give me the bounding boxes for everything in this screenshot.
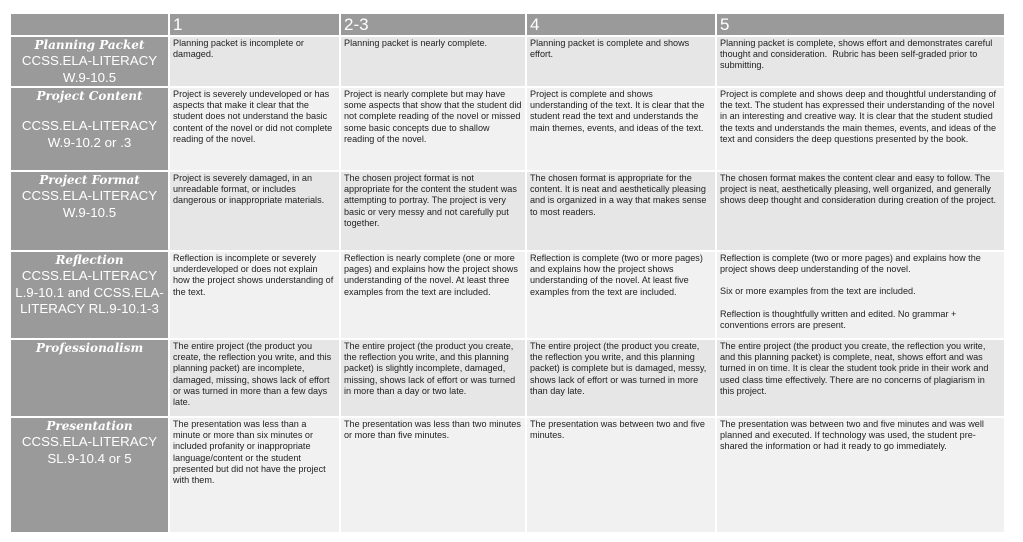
- rubric-row: [10, 87, 1005, 171]
- criterion-cell: [10, 171, 169, 251]
- descriptor-text: Project is severely damaged, in an unreadable format, or includes dangerous or inappropriate materials.: [173, 173, 325, 206]
- descriptor-cell: [169, 36, 340, 87]
- descriptor-text: Six or more examples from the text are included.: [720, 286, 916, 297]
- score-header: 5: [716, 13, 1005, 36]
- descriptor-text: Reflection is thoughtfully written and edited. No grammar + conventions errors are present.: [720, 308, 959, 330]
- descriptor-text: The presentation was between two and five minutes and was well planned and executed. If technology was used, the student pre-shared the information or had it ready to go immediately.: [720, 419, 987, 452]
- descriptor-cell: [526, 339, 716, 417]
- descriptor-cell: [716, 36, 1005, 87]
- criterion-title: Reflection: [55, 253, 124, 267]
- descriptor-text: Reflection is complete (two or more pages) and explains how the project shows understanding of the novel. At least five examples from the text are included.: [530, 253, 706, 297]
- criterion-title: Project Format: [39, 173, 140, 187]
- descriptor-cell: [169, 417, 340, 533]
- descriptor-text: The chosen project format is not appropriate for the content the student was attempting to portray. The project is very basic or very messy and not carefully put together.: [344, 173, 520, 228]
- descriptor-cell: [340, 417, 526, 533]
- descriptor-text: Planning packet is complete, shows effort and demonstrates careful thought and consideration. Rubric has been self-graded prior to submitting.: [720, 38, 995, 71]
- descriptor-text: Planning packet is nearly complete.: [344, 38, 488, 48]
- criterion-standard: CCSS.ELA-LITERACY W.9-10.2 or .3: [21, 118, 158, 150]
- descriptor-text: The presentation was less than two minutes or more than five minutes.: [344, 419, 524, 441]
- descriptor-text: Project is severely undeveloped or has aspects that make it clear that the student does not understand the basic content of the novel or did not complete reading of the novel.: [173, 89, 335, 144]
- descriptor-text: The presentation was less than a minute or more than six minutes or included profanity or inappropriate language/content or the student presented but did not have the project with them.: [173, 419, 329, 486]
- criterion-standard: CCSS.ELA-LITERACY W.9-10.5: [21, 188, 158, 220]
- descriptor-text: Project is complete and shows understanding of the text. It is clear that the student read the text and understands the main themes, events, and ideas of the text.: [530, 89, 707, 133]
- descriptor-text: The entire project (the product you create, the reflection you write, and this planning packet) is complete but is damaged, messy, shows lack of effort or was turned in more than day late.: [530, 341, 709, 396]
- descriptor-cell: [340, 251, 526, 339]
- descriptor-cell: [526, 171, 716, 251]
- rubric-table: [9, 12, 1006, 534]
- criterion-cell: [10, 417, 169, 533]
- criterion-cell: [10, 36, 169, 87]
- descriptor-text: The entire project (the product you create, the reflection you write, and this planning packet) are incomplete, damaged, missing, shows lack of effort or was turned in more than a few days late.: [173, 341, 334, 408]
- descriptor-cell: [526, 251, 716, 339]
- criterion-cell: [10, 251, 169, 339]
- score-header: 1: [169, 13, 340, 36]
- descriptor-cell: [340, 339, 526, 417]
- criterion-cell: [10, 339, 169, 417]
- descriptor-cell: [716, 339, 1005, 417]
- header-corner: [10, 13, 169, 36]
- criterion-standard: CCSS.ELA-LITERACY SL.9-10.4 or 5: [21, 434, 158, 466]
- descriptor-cell: [340, 36, 526, 87]
- descriptor-cell: [716, 417, 1005, 533]
- descriptor-cell: [340, 87, 526, 171]
- descriptor-cell: [716, 87, 1005, 171]
- rubric-row: [10, 36, 1005, 87]
- descriptor-text: The presentation was between two and five minutes.: [530, 419, 708, 441]
- score-header: 4: [526, 13, 716, 36]
- criterion-standard: CCSS.ELA-LITERACY W.9-10.5: [21, 53, 158, 85]
- score-header-row: [10, 13, 1005, 36]
- rubric-row: [10, 339, 1005, 417]
- descriptor-cell: [526, 36, 716, 87]
- descriptor-text: The entire project (the product you create, the reflection you write, and this planning packet) is slightly incomplete, damaged, missing, shows lack of effort or was turned in more than a day or two late.: [344, 341, 518, 396]
- criterion-title: Presentation: [46, 419, 133, 433]
- descriptor-cell: [526, 417, 716, 533]
- rubric-row: [10, 171, 1005, 251]
- descriptor-text: Reflection is nearly complete (one or more pages) and explains how the project shows understanding of the novel. At least three examples from the text are included.: [344, 253, 521, 297]
- criterion-standard: CCSS.ELA-LITERACY L.9-10.1 and CCSS.ELA-LITERACY RL.9-10.1-3: [15, 268, 164, 316]
- criterion-title: Project Content: [36, 89, 143, 103]
- descriptor-text: The entire project (the product you create, the reflection you write, and this planning packet) is complete, neat, shows effort and was turned in on time. It is clear the student took pride in their work and used class time effectively. There are no concerns of plagiarism in this project.: [720, 341, 991, 396]
- descriptor-cell: [716, 251, 1005, 339]
- descriptor-text: The chosen format is appropriate for the content. It is neat and aesthetically pleasing and is organized in a way that makes sense to most readers.: [530, 173, 709, 217]
- rubric-body: [10, 36, 1005, 533]
- descriptor-text: Reflection is incomplete or severely underdeveloped or does not explain how the project shows understanding of the text.: [173, 253, 336, 297]
- descriptor-cell: [169, 339, 340, 417]
- descriptor-text: Project is nearly complete but may have some aspects that show that the student did not complete reading of the novel or missed some basic concepts due to shallow reading of the novel.: [344, 89, 524, 144]
- rubric-row: [10, 251, 1005, 339]
- descriptor-cell: [526, 87, 716, 171]
- criterion-title: Planning Packet: [34, 38, 145, 52]
- descriptor-cell: [716, 171, 1005, 251]
- rubric-row: [10, 417, 1005, 533]
- descriptor-cell: [169, 87, 340, 171]
- criterion-cell: [10, 87, 169, 171]
- descriptor-text: Planning packet is complete and shows effort.: [530, 38, 692, 60]
- descriptor-text: Reflection is complete (two or more pages) and explains how the project shows deep understanding of the novel.: [720, 253, 984, 275]
- descriptor-text: The chosen format makes the content clear and easy to follow. The project is neat, aesthetically pleasing, well organized, and generally shows deep thought and consideration during creation of the project.: [720, 173, 997, 206]
- descriptor-text: Planning packet is incomplete or damaged.: [173, 38, 307, 60]
- spacer: [13, 104, 166, 118]
- descriptor-cell: [169, 171, 340, 251]
- score-header: 2-3: [340, 13, 526, 36]
- criterion-title: Professionalism: [35, 341, 144, 355]
- descriptor-cell: [169, 251, 340, 339]
- descriptor-cell: [340, 171, 526, 251]
- descriptor-text: Project is complete and shows deep and thoughtful understanding of the text. The student has expressed their understanding of the novel in an interesting and creative way. It is clear that the student studied the texts and understands the main themes, events, and ideas of the text and considers the deep questions presented by the book.: [720, 89, 999, 144]
